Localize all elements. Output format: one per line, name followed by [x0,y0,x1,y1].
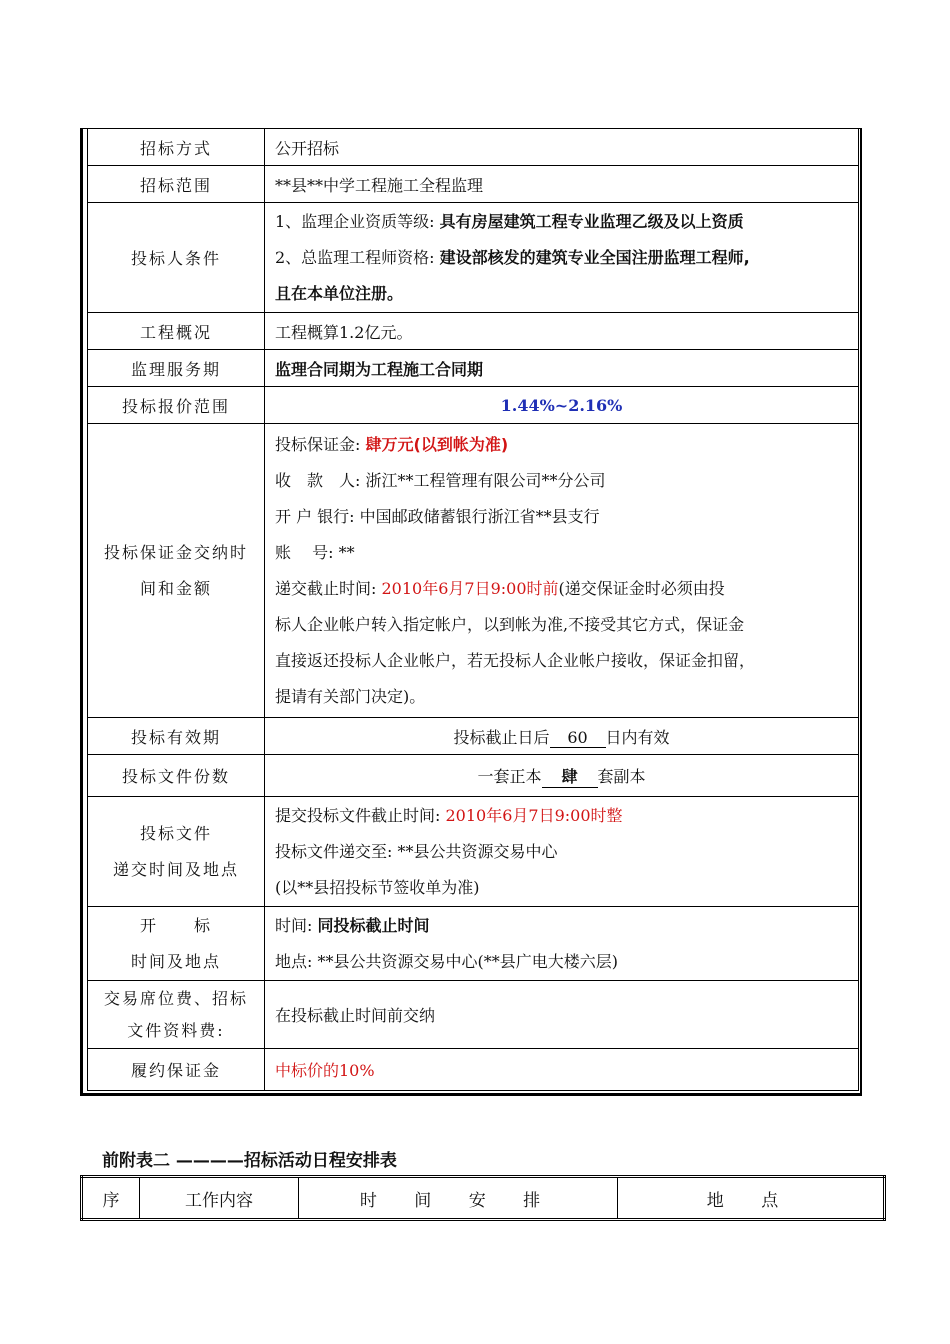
table-row [88,1049,859,1091]
table-row [88,350,859,387]
submit-note: (以**县招投标节签收单为准) [275,877,480,897]
opening-time-prefix: 时间: [275,915,313,935]
qual-line1-prefix: 1、监理企业资质等级: [275,211,435,231]
opening-time: 同投标截止时间 [317,915,430,935]
deposit-note-line: 直接返还投标人企业帐户，若无投标人企业帐户接收，保证金扣留， [275,650,756,670]
row-value: 监理合同期为工程施工合同期 [265,350,859,387]
qual-line1-bold: 具有房屋建筑工程专业监理乙级及以上资质 [439,211,744,231]
submit-label-line2: 递交时间及地点 [112,859,239,879]
deposit-note-line: 标人企业帐户转入指定帐户，以到帐为准,不接受其它方式，保证金 [275,614,745,634]
opening-label-line1: 开 标 [139,915,212,935]
copies-suffix: 套副本 [597,766,646,786]
qual-line3-bold: 且在本单位注册。 [275,283,404,303]
deposit-note-line: 提请有关部门决定)。 [275,686,426,706]
row-label [88,981,265,1049]
deposit-bank: 开 户 银行: 中国邮政储蓄银行浙江省**县支行 [275,506,600,526]
deposit-deadline-prefix: 递交截止时间: [275,578,377,598]
row-label: 监理服务期 [88,350,265,387]
row-value: 在投标截止时间前交纳 [265,981,859,1049]
table-row [88,166,859,203]
submit-location: 投标文件递交至: **县公共资源交易中心 [275,841,558,861]
table-row [88,424,859,718]
bid-info-table [87,128,859,1091]
validity-cell [265,718,859,755]
table-row [88,718,859,755]
row-value: 中标价的10% [265,1049,859,1091]
qual-line2-prefix: 2、总监理工程师资格: [275,247,435,267]
deposit-amount: 肆万元(以到帐为准) [365,434,509,454]
opening-cell [265,907,859,981]
row-value: **县**中学工程施工全程监理 [265,166,859,203]
table-header-row [82,1177,885,1220]
row-label: 投标有效期 [88,718,265,755]
column-header: 地 点 [618,1177,885,1220]
row-label: 履约保证金 [88,1049,265,1091]
deposit-deadline: 2010年6月7日9:00时前 [381,578,559,598]
row-value: 工程概算1.2亿元。 [265,313,859,350]
deposit-label-line2: 间和金额 [139,578,212,598]
deposit-label-line1: 投标保证金交纳时 [103,542,248,562]
row-label: 投标报价范围 [88,387,265,424]
submit-label-line1: 投标文件 [139,823,212,843]
submit-deadline-prefix: 提交投标文件截止时间: [275,805,441,825]
validity-suffix: 日内有效 [605,727,670,747]
table-row [88,797,859,907]
submit-deadline: 2010年6月7日9:00时整 [445,805,623,825]
table-row [88,907,859,981]
submit-cell [265,797,859,907]
table-row [88,129,859,166]
fee-label-line1: 交易席位费、招标 [103,988,248,1008]
deposit-payee: 收 款 人: 浙江**工程管理有限公司**分公司 [275,470,606,490]
row-label: 招标范围 [88,166,265,203]
deposit-amount-prefix: 投标保证金: [275,434,361,454]
column-header: 序 [82,1177,140,1220]
copies-number: 肆 [542,764,598,788]
deposit-cell [265,424,859,718]
row-label [88,424,265,718]
row-label: 工程概况 [88,313,265,350]
column-header: 工作内容 [140,1177,299,1220]
row-label [88,797,265,907]
section-title: 前附表二 ————招标活动日程安排表 [102,1151,397,1171]
row-label: 投标人条件 [88,203,265,313]
deposit-deadline-note: (递交保证金时必须由投 [558,578,725,598]
row-label [88,907,265,981]
table-row [88,981,859,1049]
column-header: 时 间 安 排 [299,1177,618,1220]
row-label: 招标方式 [88,129,265,166]
opening-place: 地点: **县公共资源交易中心(**县广电大楼六层) [275,951,618,971]
row-value: 公开招标 [265,129,859,166]
price-range-value: 1.44%~2.16% [265,387,859,424]
schedule-table [80,1175,886,1221]
opening-label-line2: 时间及地点 [130,951,221,971]
qualification-cell [265,203,859,313]
table-row [88,313,859,350]
deposit-account: 账 号: ** [275,542,355,562]
validity-prefix: 投标截止日后 [453,727,550,747]
validity-days: 60 [550,728,606,748]
table-row [88,387,859,424]
fee-label-line2: 文件资料费: [127,1020,225,1040]
row-label: 投标文件份数 [88,755,265,797]
table-row [88,755,859,797]
copies-prefix: 一套正本 [477,766,542,786]
table-row [88,203,859,313]
copies-cell [265,755,859,797]
qual-line2-bold: 建设部核发的建筑专业全国注册监理工程师, [439,247,750,267]
